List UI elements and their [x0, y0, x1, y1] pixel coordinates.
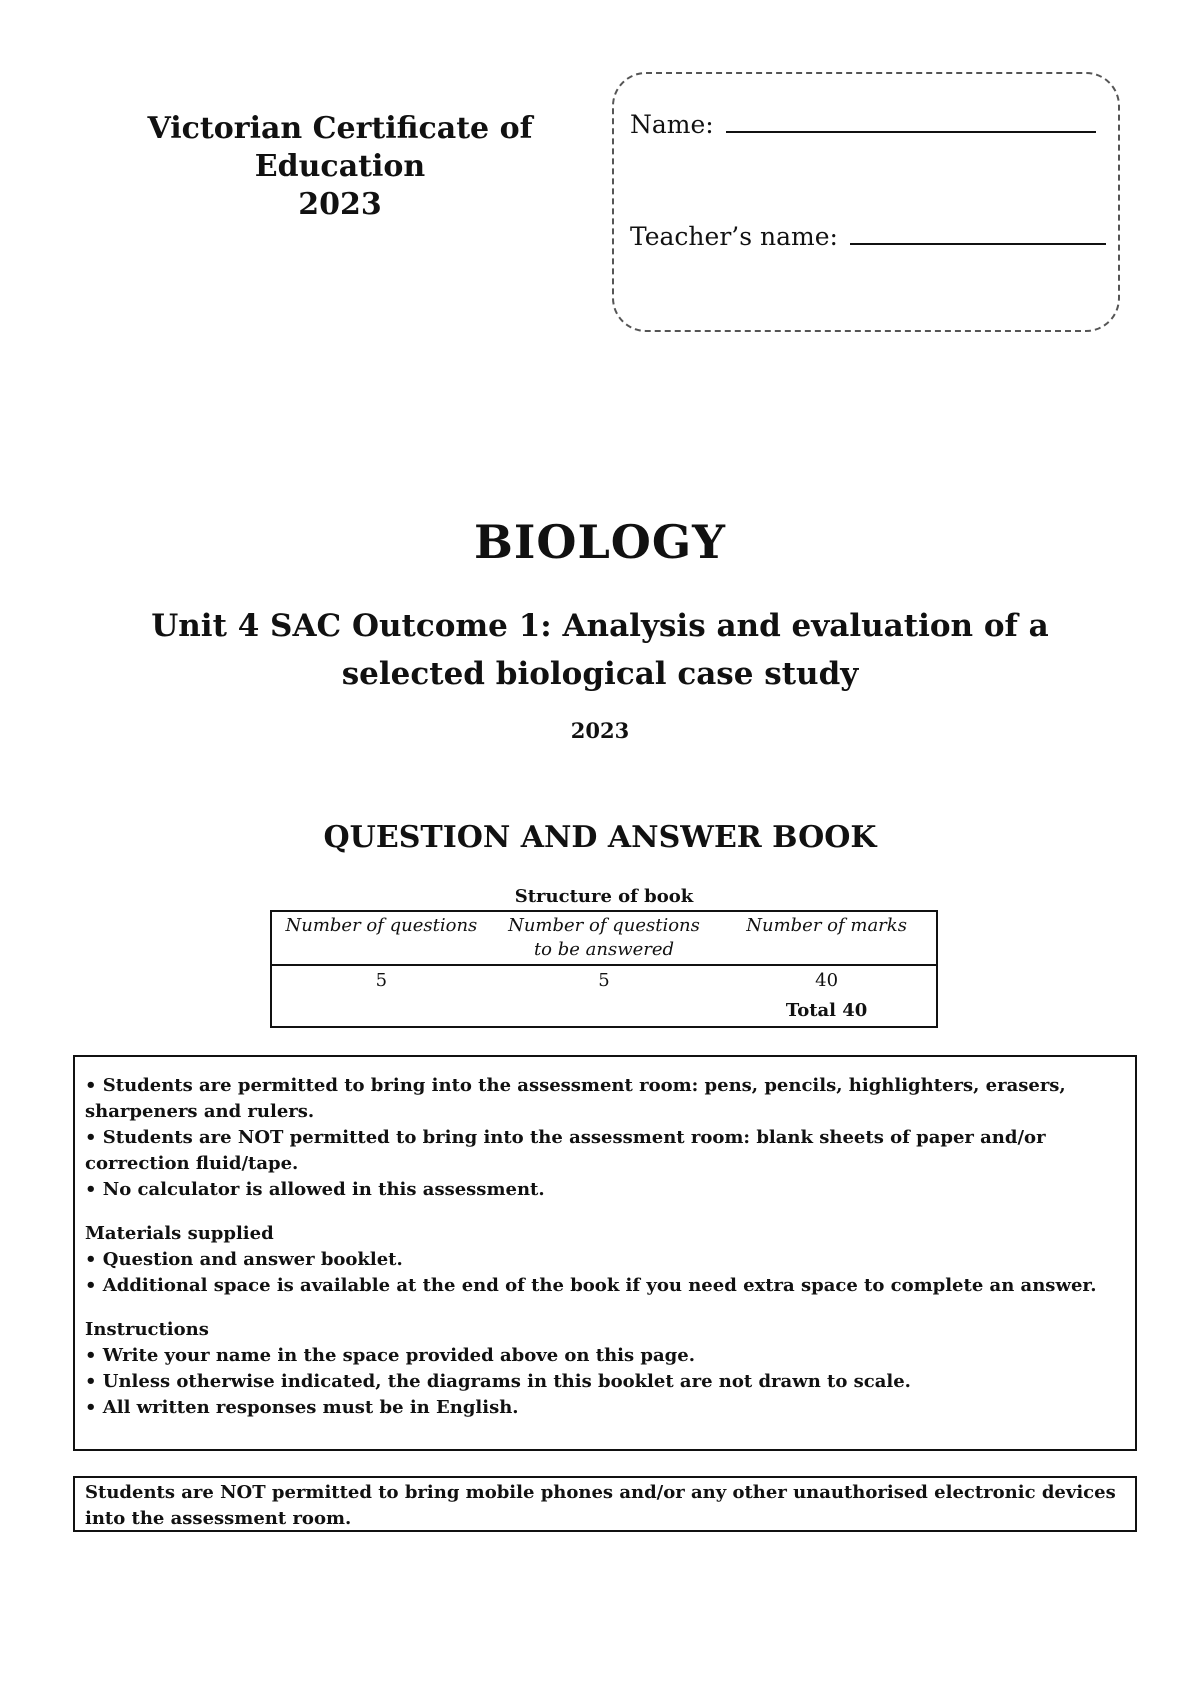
instructions-heading: Instructions: [85, 1319, 209, 1340]
materials-heading: Materials supplied: [85, 1223, 274, 1244]
student-details-box: [612, 72, 1120, 332]
name-input-line[interactable]: [726, 111, 1096, 133]
instructions-item: • All written responses must be in English.: [85, 1397, 519, 1418]
structure-header-row: [271, 911, 937, 965]
header-number-of-marks: Number of marks: [717, 911, 937, 965]
instructions-item: • Write your name in the space provided above on this page.: [85, 1345, 695, 1366]
certificate-name: Victorian Certificate of Education: [147, 111, 533, 184]
name-label: Name:: [630, 110, 714, 139]
subject-title: BIOLOGY: [473, 515, 726, 569]
unit-title: Unit 4 SAC Outcome 1: Analysis and evaluation of a selected biological case study: [151, 608, 1049, 692]
certificate-title: [80, 110, 600, 224]
name-field[interactable]: [630, 110, 1096, 139]
structure-total-row: [271, 996, 937, 1027]
rule-item: • No calculator is allowed in this assessment.: [85, 1179, 545, 1200]
cell-number-of-marks: 40: [815, 970, 839, 991]
materials-item: • Question and answer booklet.: [85, 1249, 403, 1270]
structure-caption: Structure of book: [514, 886, 694, 907]
electronic-devices-warning: Students are NOT permitted to bring mobile phones and/or any other unauthorised electronic devices into the assessment room.: [73, 1476, 1137, 1532]
instructions-item: • Unless otherwise indicated, the diagrams in this booklet are not drawn to scale.: [85, 1371, 911, 1392]
assessment-year: 2023: [570, 718, 630, 743]
cell-questions-to-answer: 5: [598, 970, 610, 991]
book-heading: QUESTION AND ANSWER BOOK: [323, 820, 877, 855]
rules-box: [73, 1055, 1137, 1451]
rule-item: • Students are NOT permitted to bring into the assessment room: blank sheets of paper and/or correction fluid/tape.: [85, 1127, 1046, 1174]
cell-total-marks: Total 40: [785, 1000, 868, 1021]
cell-number-of-questions: 5: [375, 970, 388, 991]
structure-data-row: [271, 965, 937, 996]
materials-item: • Additional space is available at the end of the book if you need extra space to complete an answer.: [85, 1275, 1097, 1296]
header-number-of-questions: Number of questions: [271, 911, 491, 965]
teacher-name-field[interactable]: [630, 222, 1106, 251]
teacher-name-input-line[interactable]: [850, 223, 1106, 245]
header-questions-to-answer: Number of questions to be answered: [491, 911, 717, 965]
rule-item: • Students are permitted to bring into the assessment room: pens, pencils, highlighters, erasers, sharpeners and rulers.: [85, 1075, 1066, 1122]
teacher-name-label: Teacher’s name:: [630, 222, 838, 251]
structure-table: [270, 910, 938, 1028]
certificate-year: 2023: [298, 187, 382, 222]
